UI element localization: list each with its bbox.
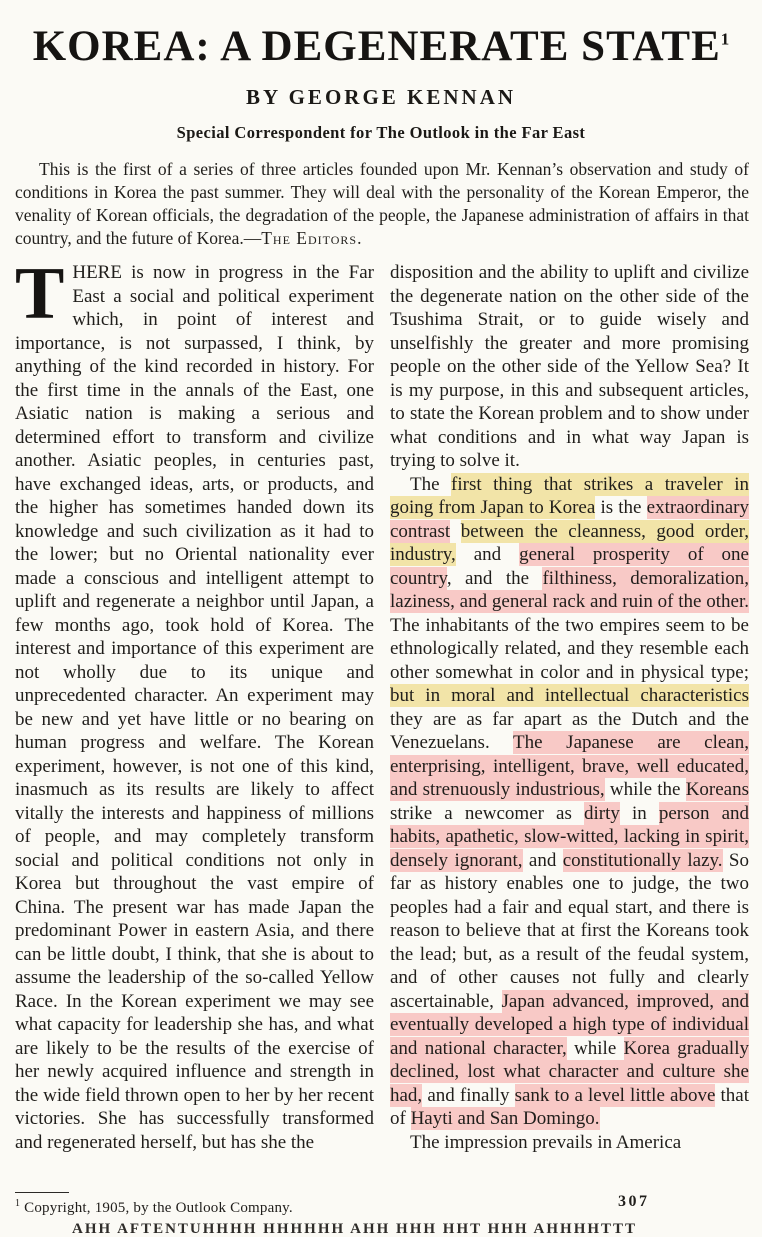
drop-cap: T (15, 253, 65, 336)
paragraph (390, 473, 749, 1131)
paragraph (390, 1131, 749, 1155)
text-segment: HERE is now in progress in the Far East a social and political experiment which, in point of interest and importance, is not surpassed, I think, by anything of the kind recorded in history. For the first time in the annals of the East, one Asiatic nation is making a serious and determined effort to transform and civilize another. Asiatic peoples, in centuries past, have exchanged ideas, arts, or products, and the higher has sometimes handed down its knowledge and such civilization as it had to the lower; but no Oriental nationality ever made a conscious and intelligent attempt to uplift and regenerate a neighbor until Japan, a few months ago, took hold of Korea. The interest and importance of this experiment are not wholly due to its unique and unprecedented character. An experiment may be new and yet have little or no bearing on human progress and welfare. The Korean experiment, however, is not one of this kind, inasmuch as its results are likely to affect vitally the interests and happiness of millions of people, and may completely transform social and political conditions not only in Korea but throughout the vast empire of China. The present war has made Japan the predominant Power in eastern Asia, and there can be little doubt, I think, that she is about to assume the leadership of the so-called Yellow Race. In the Korean experiment we may see what capacity for leadership she has, and what are likely to be the results of the exercise of her newly acquired influence and strength in the wide field thrown open to her by her recent victories. She has successfully transformed and regenerated herself, but has she the (15, 262, 374, 1153)
text-segment: is the (595, 497, 647, 519)
subtitle: Special Correspondent for The Outlook in the Far East (176, 123, 586, 143)
page-edge-text-artifact: AHH AFTENTUHHHH HHHHHH AHH HHH HHT HHH AHHHHTTT (72, 1221, 638, 1237)
page-title-text: KOREA: A DEGENERATE STATE (32, 23, 721, 70)
text-segment: So far as history enables one to judge, the two peoples had a fair and equal start, and there is reason to believe that at first the Koreans took the lead; but, as a result of the feudal system, and of other causes not fully and clearly ascertainable, (390, 849, 749, 1012)
footnote (15, 1198, 374, 1217)
text-segment: and (455, 544, 520, 566)
text-segment: The inhabitants of the two empires seem to be ethnologically related, and they resemble each other somewhat in color and in physical type; (390, 614, 749, 683)
editors-note-signature: The Editors. (261, 228, 363, 249)
footnote-text: Copyright, 1905, by the Outlook Company. (20, 1200, 293, 1217)
highlighted-text-pink: filthiness, demoralization, laziness, and general rack and ruin of the other. (390, 567, 749, 613)
highlighted-text-yellow: between the cleanness, good order, industry, (390, 520, 750, 566)
paragraph (15, 253, 374, 1154)
text-segment: in (619, 802, 659, 824)
text-segment: The (410, 473, 452, 495)
footnote-block (15, 1192, 374, 1217)
text-segment: they are as far apart as the Dutch and the Venezuelans. (390, 708, 749, 754)
page-number: 307 (618, 1193, 650, 1211)
highlighted-text-yellow: but in moral and intellectual characteristics (390, 685, 749, 707)
highlighted-text-pink: extraordinary contrast (390, 497, 749, 542)
highlighted-text-yellow: first thing that strikes a traveler in going from Japan to Korea (390, 473, 750, 519)
column-left-text (15, 253, 374, 1188)
highlighted-text-pink: person and habits, apathetic, slow-witted, lacking in spirit, densely ignorant, (390, 802, 750, 871)
highlighted-text-pink: The Japanese are clean, enterprising, intelligent, brave, well educated, and strenuously industrious, (390, 732, 749, 801)
footnote-rule (15, 1192, 69, 1193)
highlighted-text-pink: Japan advanced, improved, and eventually developed a high type of individual and national character, (390, 990, 750, 1059)
text-segment (450, 521, 461, 542)
text-segment: disposition and the ability to uplift and civilize the degenerate nation on the other side of the Tsushima Strait, or to guide wisely and unselfishly the greater and more promising people on the other side of the Yellow Sea? It is my purpose, in this and subsequent articles, to state the Korean problem and to show under what conditions and in what way Japan is trying to solve it. (390, 262, 749, 472)
footnote-marker: 1 (15, 1198, 21, 1210)
highlighted-text-pink: general prosperity of one country (390, 544, 749, 589)
title-footnote-marker: 1 (720, 29, 730, 49)
text-segment: while the (604, 779, 686, 801)
text-segment: and (522, 849, 563, 871)
highlighted-text-pink: dirty (583, 802, 620, 824)
two-column-body (15, 253, 750, 1217)
editors-note-text: This is the first of a series of three articles founded upon Mr. Kennan’s observation and study of conditions in Korea the past summer. They will deal with the personality of the Korean Emperor, the venality of Korean officials, the degradation of the people, the Japanese administration of affairs in that country, and the future of Korea.— (15, 159, 749, 249)
text-segment: strike a newcomer as (390, 802, 584, 824)
byline: BY GEORGE KENNAN (245, 85, 517, 110)
text-segment: , and the (446, 567, 543, 589)
page-title (0, 24, 762, 69)
article-masthead (0, 0, 762, 250)
text-segment: that of (390, 1084, 749, 1130)
column-right (390, 261, 749, 1217)
highlighted-text-pink: Koreans (685, 779, 749, 801)
text-segment: and finally (422, 1084, 515, 1106)
highlighted-text-pink: constitutionally lazy. (562, 849, 723, 871)
editors-note (15, 158, 749, 250)
highlighted-text-pink: Hayti and San Domingo. (410, 1108, 600, 1130)
column-left (15, 253, 374, 1217)
highlighted-text-pink: sank to a level little above (514, 1084, 716, 1106)
highlighted-text-pink: Korea gradually declined, lost what character and culture she had, (390, 1037, 749, 1106)
paragraph (390, 261, 749, 473)
text-segment: while (566, 1037, 624, 1059)
text-segment: The impression prevails in America (410, 1131, 682, 1153)
column-right-text (390, 261, 749, 1191)
